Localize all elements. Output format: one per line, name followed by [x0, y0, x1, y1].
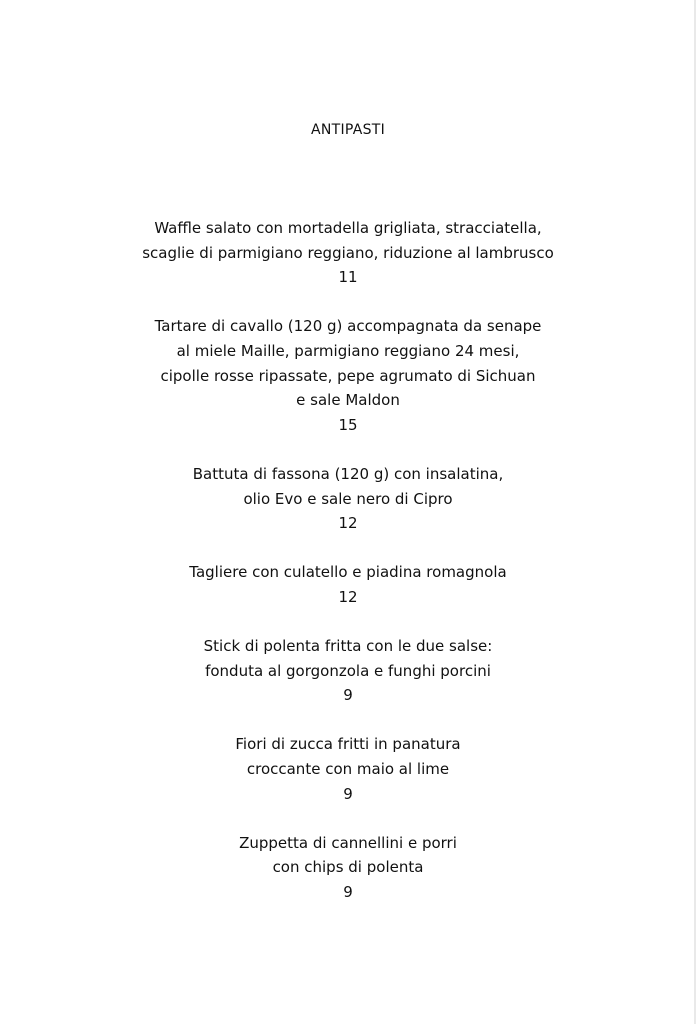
dish-price: 9 [343, 784, 353, 803]
dish-description-line: Battuta di fassona (120 g) con insalatina, [192, 464, 504, 483]
dish-description-line: Fiori di zucca fritti in panatura [235, 735, 461, 754]
dish-item [0, 560, 696, 609]
dish-price: 12 [338, 587, 358, 606]
dish-price: 9 [343, 686, 353, 705]
dish-price: 11 [338, 268, 358, 287]
dish-item [0, 732, 696, 806]
dish-list [0, 216, 696, 929]
dish-description-line: Tartare di cavallo (120 g) accompagnata da senape [154, 317, 542, 336]
dish-description-line: fonduta al gorgonzola e funghi porcini [205, 661, 491, 680]
dish-item [0, 634, 696, 708]
dish-description-line: Tagliere con culatello e piadina romagnola [189, 563, 507, 582]
dish-price: 12 [338, 514, 358, 533]
dish-item [0, 314, 696, 437]
dish-item [0, 831, 696, 905]
dish-description-line: croccante con maio al lime [246, 760, 450, 779]
dish-description-line: scaglie di parmigiano reggiano, riduzione al lambrusco [142, 243, 554, 262]
dish-description-line: Waffle salato con mortadella grigliata, stracciatella, [154, 219, 542, 237]
dish-description-line: con chips di polenta [272, 858, 424, 877]
dish-description-line: Stick di polenta fritta con le due salse: [203, 637, 493, 656]
dish-price: 9 [343, 883, 353, 902]
dish-description-line: Zuppetta di cannellini e porri [239, 833, 457, 852]
dish-price: 15 [338, 415, 358, 434]
dish-item [0, 462, 696, 536]
section-title: ANTIPASTI [310, 122, 386, 138]
dish-description-line: olio Evo e sale nero di Cipro [243, 489, 453, 508]
dish-description-line: e sale Maldon [296, 391, 400, 410]
dish-item [0, 216, 696, 290]
dish-description-line: al miele Maille, parmigiano reggiano 24 mesi, [176, 341, 520, 360]
dish-description-line: cipolle rosse ripassate, pepe agrumato di Sichuan [160, 366, 536, 385]
